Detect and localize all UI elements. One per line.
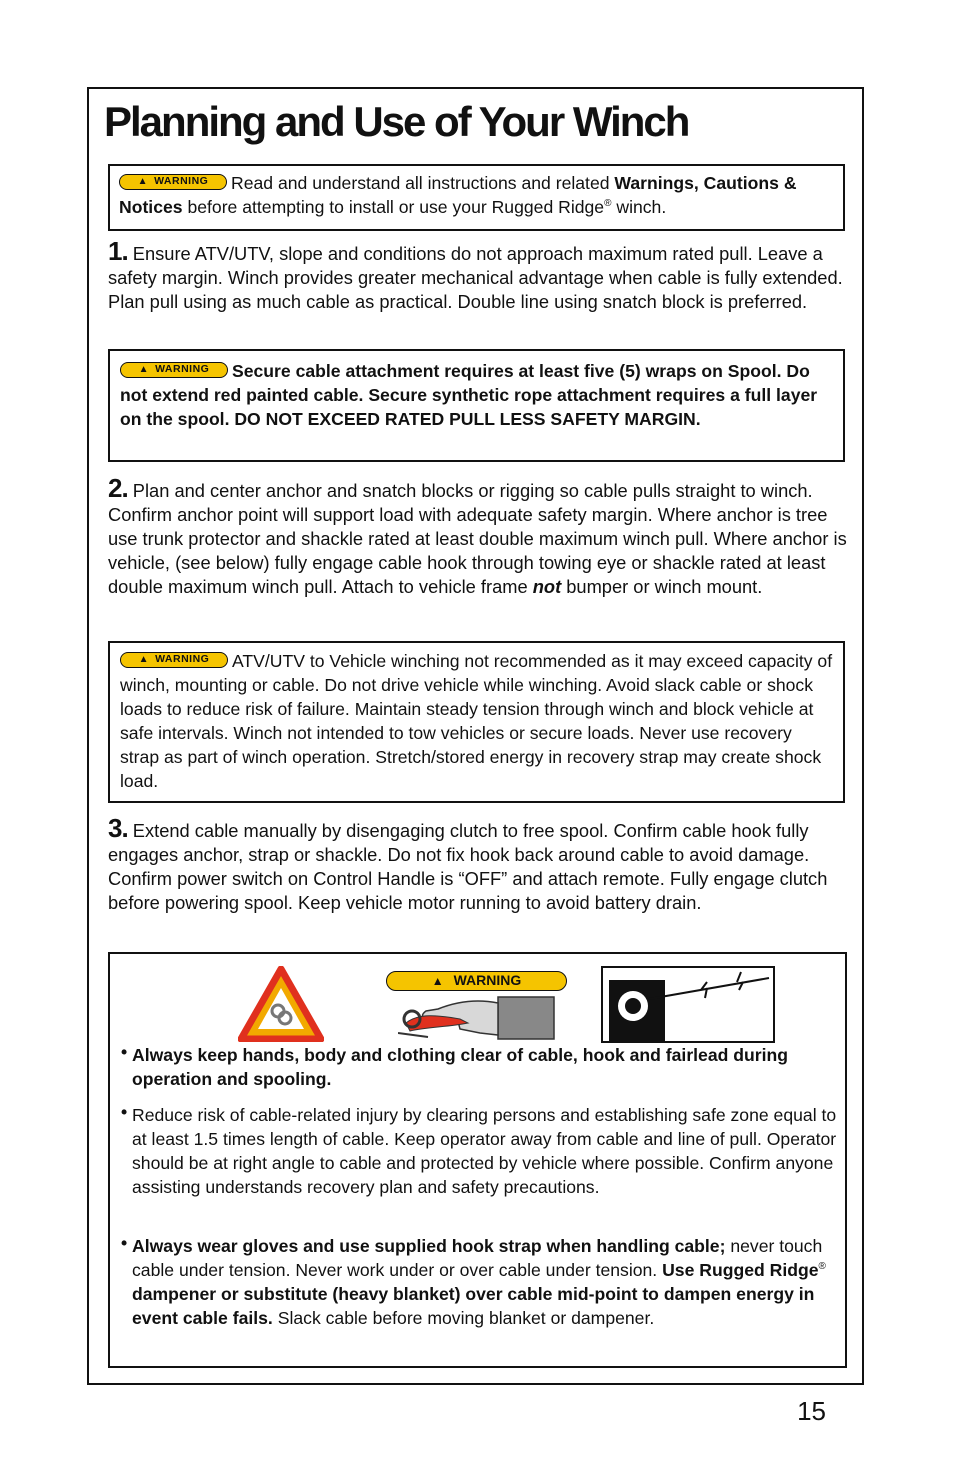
step-1 — [108, 236, 848, 314]
cable-spool-icon — [601, 966, 775, 1043]
vehicle-warning-text: ▲ WARNING ATV/UTV to Vehicle winching not recommended as it may exceed capacity of winch, mounting or cable. Do not drive vehicle while winching. Avoid slack cable or shock loads to reduce risk of failure. Maintain steady tension through winch and block vehicle at safe intervals. Winch not intended to tow vehicles or secure loads. Never use recovery strap as part of winch operation. Stretch/stored energy in recovery strap may create shock load. — [120, 651, 833, 791]
intro-warning-box — [108, 164, 845, 231]
warning-badge: ▲ WARNING — [120, 652, 228, 668]
warning-triangle-icon: ▲ — [431, 974, 444, 988]
vehicle-warning-box — [108, 641, 845, 803]
step-1-number: 1. — [108, 236, 128, 266]
warning-triangle-icon: ▲ — [137, 176, 149, 188]
bullet-dot: • — [121, 1102, 128, 1122]
bullet-dot: • — [121, 1042, 128, 1062]
bullet-safe-zone: • Reduce risk of cable-related injury by clearing persons and establishing safe zone equal to at least 1.5 times length of cable. Keep operator away from cable and line of pull. Operator should be at right angle to cable and protected by vehicle where possible. Confirm anyone assisting understands recovery plan and safety precautions. — [121, 1102, 837, 1197]
spool-warning-box — [108, 349, 845, 462]
step-3-number: 3. — [108, 813, 128, 843]
hand-caught-in-cable-icon — [398, 993, 558, 1043]
step-2-number: 2. — [108, 473, 128, 503]
step-3 — [108, 813, 848, 915]
bullet-dot: • — [121, 1233, 128, 1253]
page-title: Planning and Use of Your Winch — [104, 98, 689, 145]
warning-triangle-icon: ▲ — [138, 654, 150, 666]
intro-warning-text: ▲ WARNING Read and understand all instructions and related Warnings, Cautions & Notices before attempting to install or use your Rugged Ridge® winch. — [119, 173, 797, 217]
page-number: 15 — [797, 1396, 826, 1426]
spool-warning-text: ▲ WARNING Secure cable attachment requires at least five (5) wraps on Spool. Do not extend red painted cable. Secure synthetic rope attachment requires a full layer on the spool. DO NOT EXCEED RATED PULL LESS SAFETY MARGIN. — [120, 361, 818, 429]
step-2: 2. Plan and center anchor and snatch blocks or rigging so cable pulls straight to winch. Confirm anchor point will support load with adequate safety margin. Where anchor is tree use trunk protector and shackle rated at least double maximum winch pull. Where anchor is vehicle, (see below) fully engage cable hook through towing eye or shackle rated at least double maximum winch pull. Attach to vehicle frame not bumper or winch mount. — [108, 473, 847, 597]
emphasis-not: not — [532, 576, 562, 597]
warning-badge: ▲ WARNING — [119, 174, 227, 190]
step-3-text: Extend cable manually by disengaging clutch to free spool. Confirm cable hook fully engages anchor, strap or shackle. Do not fix hook back around cable to avoid damage. Confirm power switch on Control Handle is “OFF” and attach remote. Fully engage clutch before powering spool. Keep vehicle motor running to avoid battery drain. — [108, 820, 828, 913]
step-1-text: Ensure ATV/UTV, slope and conditions do not approach maximum rated pull. Leave a safety margin. Winch provides greater mechanical advantage when cable is fully extended. Plan pull using as much cable as practical. Double line using snatch block is preferred. — [108, 243, 843, 312]
warning-banner: ▲ WARNING — [386, 971, 567, 991]
bullet-gloves: • Always wear gloves and use supplied hook strap when handling cable; never touch cable under tension. Never work under or over cable under tension. Use Rugged Ridge® dampener or substitute (heavy blanket) over cable mid-point to dampen energy in event cable fails. Slack cable before moving blanket or dampener. — [121, 1233, 826, 1328]
hazard-triangle-icon — [238, 966, 324, 1042]
bullet-keep-clear: • Always keep hands, body and clothing clear of cable, hook and fairlead during operation and spooling. — [121, 1042, 788, 1089]
warning-triangle-icon: ▲ — [138, 364, 150, 376]
warning-badge: ▲ WARNING — [120, 362, 228, 378]
